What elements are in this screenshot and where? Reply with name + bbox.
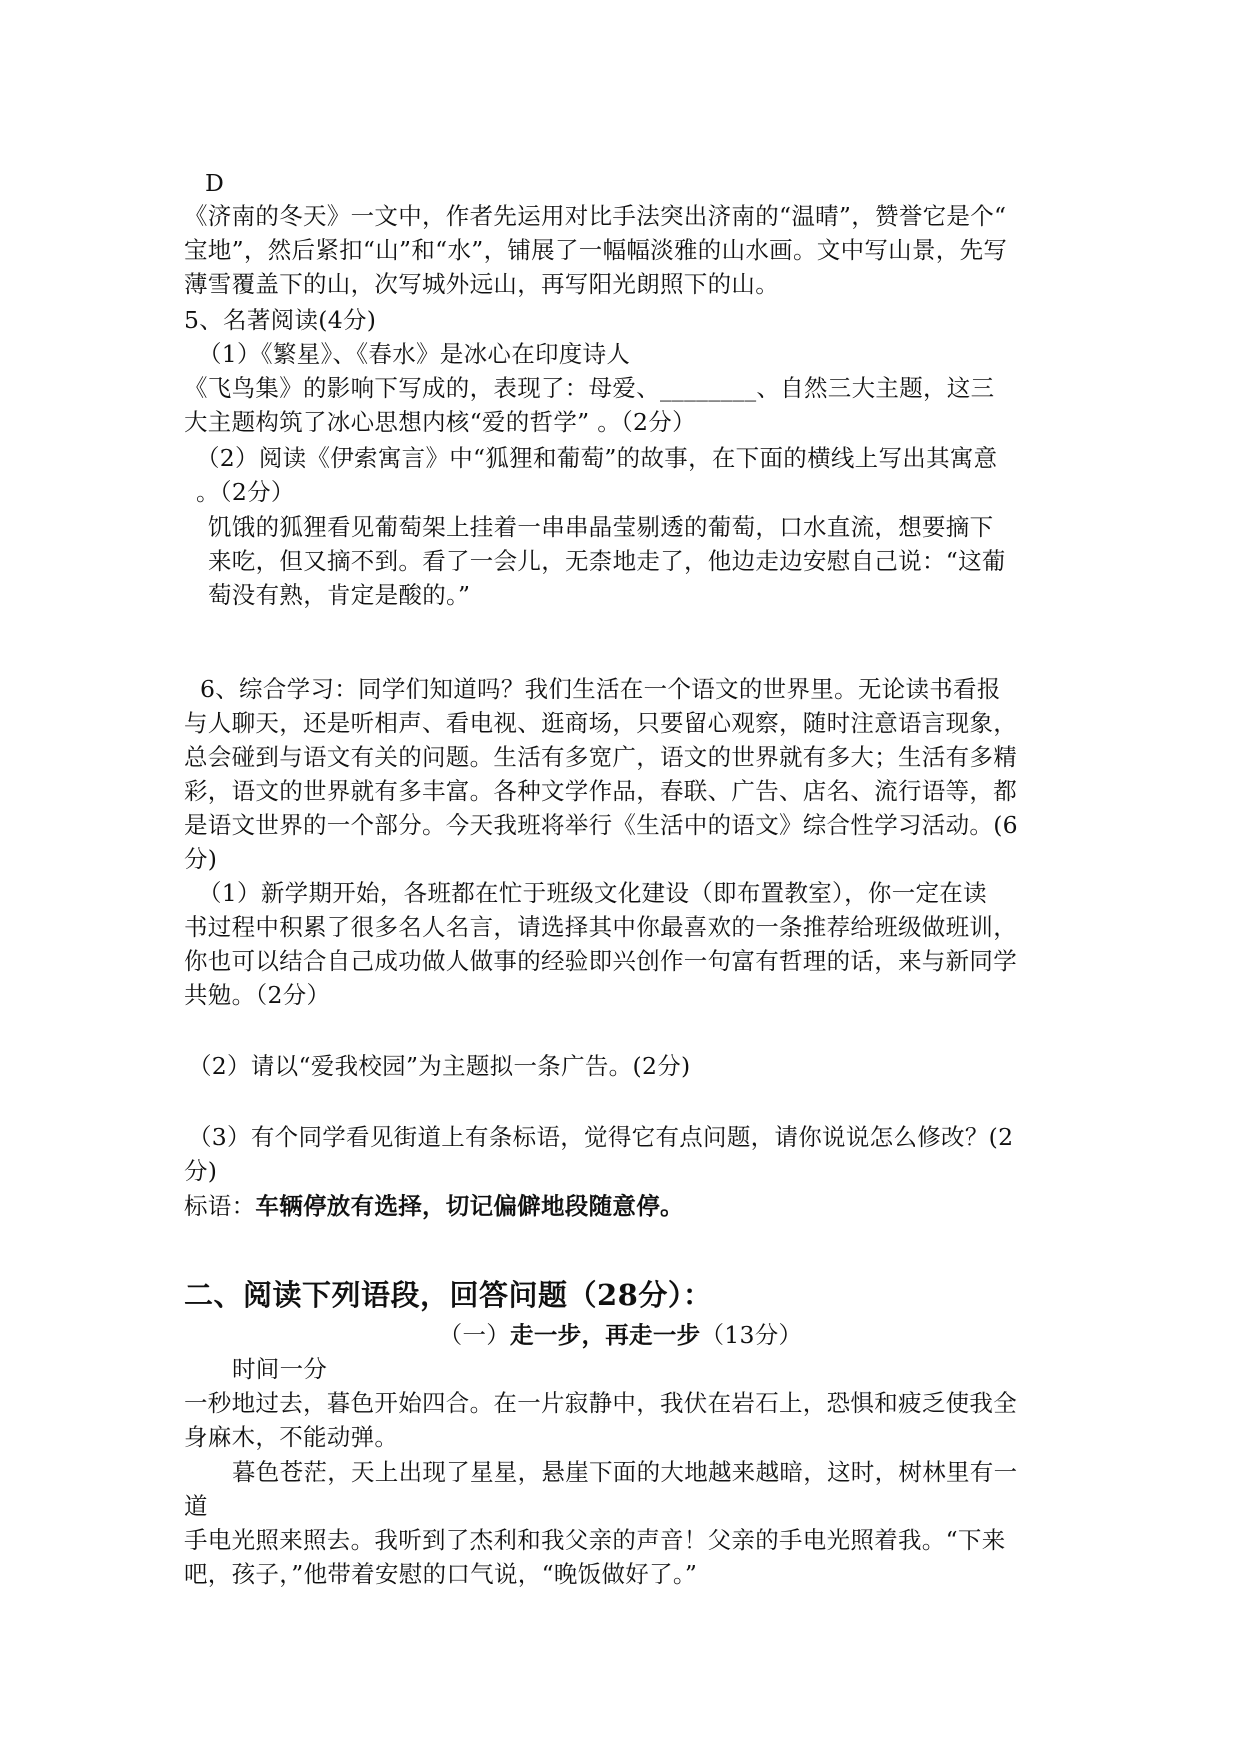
- q6-part1-line: 书过程中积累了很多名人名言，请选择其中你最喜欢的一条推荐给班级做班训，: [184, 913, 1017, 941]
- question-5-title: 5、名著阅读(4分): [184, 306, 377, 334]
- q6-part1-line: （1）新学期开始，各班都在忙于班级文化建设（即布置教室），你一定在读: [198, 879, 987, 907]
- slogan-text: 车辆停放有选择，切记偏僻地段随意停。: [255, 1192, 684, 1220]
- q6-slogan: [184, 1189, 684, 1223]
- passage-line: 一秒地过去，暮色开始四合。在一片寂静中，我伏在岩石上，恐惧和疲乏使我全: [184, 1389, 1017, 1417]
- passage-line: 道: [184, 1492, 208, 1520]
- passage-line: 手电光照来照去。我听到了杰利和我父亲的声音！父亲的手电光照着我。“下来: [184, 1526, 1006, 1554]
- q6-intro-line: 总会碰到与语文有关的问题。生活有多宽广，语文的世界就有多大；生活有多精: [184, 743, 1017, 771]
- q6-intro-line: 6、综合学习：同学们知道吗？我们生活在一个语文的世界里。无论读书看报: [200, 675, 1001, 703]
- q5-part1-line: 《飞鸟集》的影响下写成的，表现了：母爱、________、自然三大主题，这三: [184, 374, 995, 402]
- q5-story-line: 萄没有熟，肯定是酸的。”: [208, 581, 471, 609]
- q6-part3-line: 分): [184, 1157, 218, 1185]
- q5-part2-line: （2）阅读《伊索寓言》中“狐狸和葡萄”的故事，在下面的横线上写出其寓意: [196, 444, 998, 472]
- q6-intro-line: 分): [184, 845, 218, 873]
- section-2-heading: 二、阅读下列语段，回答问题（28分）：: [184, 1278, 713, 1312]
- q6-part3-line: （3）有个同学看见街道上有条标语，觉得它有点问题，请你说说怎么修改？(2: [188, 1123, 1014, 1151]
- section-2-subheading: [0, 1318, 1241, 1352]
- slogan-label: 标语：: [184, 1192, 256, 1220]
- passage-line: 吧，孩子，”他带着安慰的口气说，“晚饭做好了。”: [184, 1560, 698, 1588]
- q6-part1-line: 你也可以结合自己成功做人做事的经验即兴创作一句富有哲理的话，来与新同学: [184, 947, 1017, 975]
- q5-part2-line: 。（2分）: [196, 478, 295, 506]
- analysis-line: 《济南的冬天》一文中，作者先运用对比手法突出济南的“温晴”，赞誉它是个“: [184, 202, 1007, 230]
- passage-line: 时间一分: [232, 1355, 328, 1383]
- q6-intro-line: 与人聊天，还是听相声、看电视、逛商场，只要留心观察，随时注意语言现象，: [184, 709, 1017, 737]
- q6-part2: （2）请以“爱我校园”为主题拟一条广告。(2分): [188, 1052, 691, 1080]
- q5-part1-line: 大主题构筑了冰心思想内核“爱的哲学” 。（2分）: [184, 408, 696, 436]
- q5-story-line: 来吃，但又摘不到。看了一会儿，无柰地走了，他边走边安慰自己说：“这葡: [208, 547, 1006, 575]
- q6-part1-line: 共勉。（2分）: [184, 981, 331, 1009]
- passage-line: 身麻木，不能动弹。: [184, 1423, 399, 1451]
- subheading-prefix: （一）: [438, 1321, 511, 1349]
- q6-intro-line: 是语文世界的一个部分。今天我班将举行《生活中的语文》综合性学习活动。(6: [184, 811, 1018, 839]
- q5-story-line: 饥饿的狐狸看见葡萄架上挂着一串串晶莹剔透的葡萄，口水直流，想要摘下: [208, 513, 994, 541]
- passage-line: 暮色苍茫，天上出现了星星，悬崖下面的大地越来越暗，这时，树林里有一: [232, 1458, 1018, 1486]
- q5-part1-line: （1）《繁星》、《春水》是冰心在印度诗人: [198, 340, 631, 368]
- q6-intro-line: 彩，语文的世界就有多丰富。各种文学作品，春联、广告、店名、流行语等，都: [184, 777, 1017, 805]
- analysis-line: 宝地”，然后紧扣“山”和“水”，铺展了一幅幅淡雅的山水画。文中写山景，先写: [184, 236, 1008, 264]
- analysis-line: 薄雪覆盖下的山，次写城外远山，再写阳光朗照下的山。: [184, 270, 779, 298]
- answer-option: D: [205, 169, 225, 197]
- subheading-title: 走一步，再走一步: [510, 1321, 701, 1349]
- subheading-suffix: （13分）: [700, 1321, 803, 1349]
